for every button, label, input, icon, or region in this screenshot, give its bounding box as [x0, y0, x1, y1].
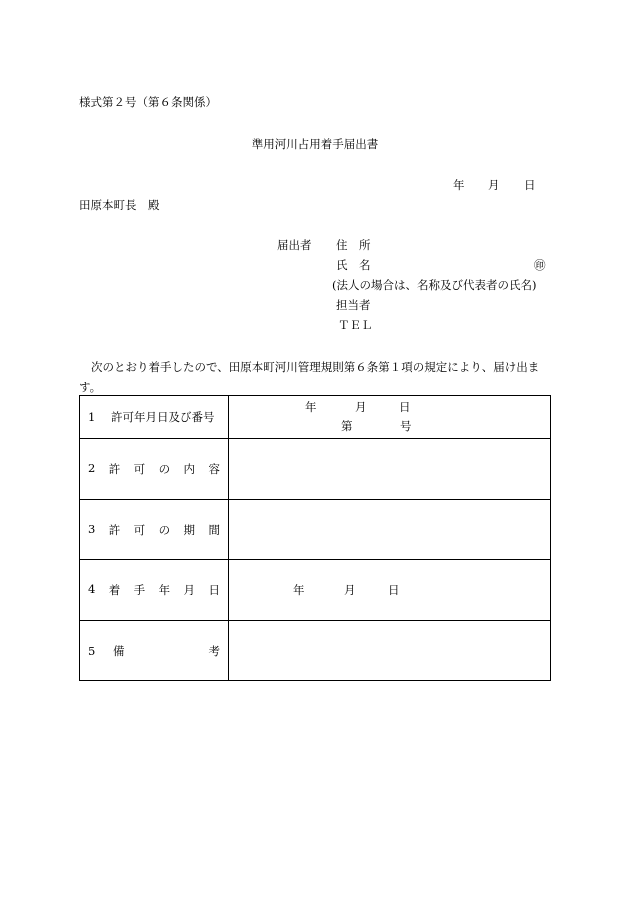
- row5-char: 備: [112, 643, 125, 658]
- row2-label-cell: [80, 439, 229, 500]
- address-label: 住 所: [336, 238, 371, 252]
- row4-day: 日: [388, 582, 400, 597]
- row1-gou: 号: [400, 418, 412, 433]
- row5-char: 考: [208, 643, 220, 658]
- row1-day: 日: [399, 399, 411, 414]
- date-day-label: 日: [524, 178, 536, 192]
- row2-char: 可: [133, 462, 146, 476]
- corporate-note: (法人の場合は、名称及び代表者の氏名): [332, 278, 537, 292]
- applicant-heading: 届出者: [277, 238, 312, 252]
- row2-char: 内: [183, 462, 196, 476]
- row3-char: 許: [108, 522, 121, 537]
- row3-char: 間: [208, 522, 220, 537]
- tel-label: ＴＥＬ: [338, 318, 373, 332]
- row2-char: 容: [208, 462, 220, 476]
- addressee: 田原本町長 殿: [79, 198, 160, 212]
- row1-value-cell[interactable]: [229, 396, 551, 439]
- row1-number: 1: [88, 410, 96, 424]
- date-year-label: 年: [453, 178, 465, 192]
- row1-label: 許可年月日及び番号: [110, 410, 215, 424]
- row4-number: 4: [88, 582, 96, 596]
- row4-char: 月: [183, 583, 196, 597]
- row4-char: 日: [208, 583, 220, 597]
- row3-char: の: [158, 522, 171, 537]
- table-row-permit-period: [80, 500, 551, 560]
- row4-value-cell[interactable]: [229, 560, 551, 621]
- row2-char: 許: [108, 462, 121, 476]
- table-row-start-date: [80, 560, 551, 621]
- row5-label-cell: [80, 621, 229, 681]
- date-month-label: 月: [488, 178, 500, 192]
- row1-dai: 第: [341, 418, 353, 433]
- seal-mark: ㊞: [534, 258, 546, 272]
- notice-text: 次のとおり着手したので、田原本町河川管理規則第６条第１項の規定により、届け出ます。: [79, 360, 540, 394]
- row1-year: 年: [305, 399, 317, 414]
- row4-char: 手: [133, 583, 146, 597]
- row1-label-cell: [80, 396, 229, 439]
- notification-table: [79, 395, 551, 681]
- table-row-permit-date: [80, 396, 551, 439]
- row3-char: 期: [183, 522, 196, 537]
- row5-value-cell[interactable]: [229, 621, 551, 681]
- name-label: 氏 名: [336, 258, 371, 272]
- row4-year: 年: [293, 582, 305, 597]
- row3-label-cell: [80, 500, 229, 560]
- contact-person-label: 担当者: [336, 298, 371, 312]
- row4-label-cell: [80, 560, 229, 621]
- row4-char: 着: [108, 583, 121, 597]
- table-row-remarks: [80, 621, 551, 681]
- row2-value-cell[interactable]: [229, 439, 551, 500]
- row4-char: 年: [158, 583, 171, 597]
- table-row-permit-content: [80, 439, 551, 500]
- row1-month: 月: [355, 399, 367, 414]
- row3-char: 可: [133, 522, 146, 537]
- row3-number: 3: [88, 521, 96, 536]
- row3-value-cell[interactable]: [229, 500, 551, 560]
- row4-month: 月: [344, 582, 356, 597]
- row2-number: 2: [88, 461, 96, 475]
- document-title: 準用河川占用着手届出書: [251, 137, 379, 151]
- form-number-label: 様式第２号（第６条関係）: [79, 95, 217, 109]
- row2-char: の: [158, 462, 171, 476]
- row5-number: 5: [88, 643, 96, 658]
